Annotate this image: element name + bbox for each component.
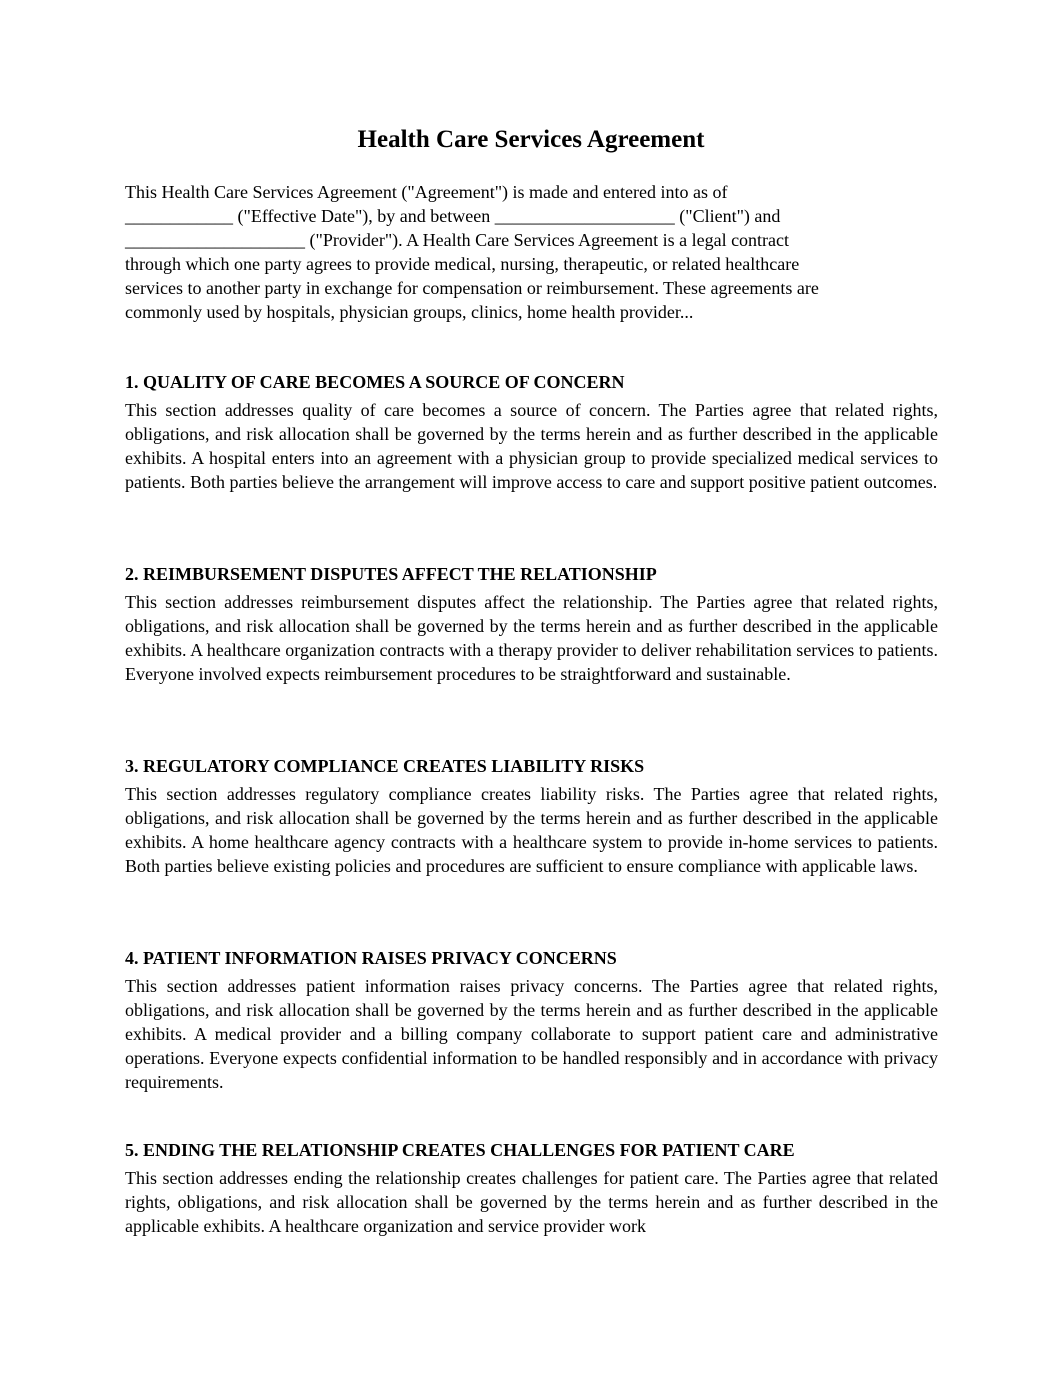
section-5 bbox=[125, 1138, 938, 1238]
intro-paragraph bbox=[125, 180, 938, 324]
section-body: This section addresses quality of care becomes a source of concern. The Parties agree that related rights, obligations, and risk allocation shall be governed by the terms herein and as further described in the applicable exhibits. A hospital enters into an agreement with a physician group to provide specialized medical services to patients. Both parties believe the arrangement will improve access to care and support positive patient outcomes. bbox=[125, 400, 938, 492]
section-heading: 5. ENDING THE RELATIONSHIP CREATES CHALLENGES FOR PATIENT CARE bbox=[125, 1140, 795, 1160]
section-body: This section addresses ending the relationship creates challenges for patient care. The Parties agree that related rights, obligations, and risk allocation shall be governed by the terms herein and as further described in the applicable exhibits. A healthcare organization and service provider work bbox=[125, 1168, 938, 1236]
section-2 bbox=[125, 562, 938, 686]
section-body: This section addresses reimbursement disputes affect the relationship. The Parties agree that related rights, obligations, and risk allocation shall be governed by the terms herein and as further described in the applicable exhibits. A healthcare organization contracts with a therapy provider to deliver rehabilitation services to patients. Everyone involved expects reimbursement procedures to be straightforward and sustainable. bbox=[125, 592, 938, 684]
intro-line: services to another party in exchange for compensation or reimbursement. These agreements are bbox=[125, 278, 819, 298]
intro-line: commonly used by hospitals, physician groups, clinics, home health provider... bbox=[125, 302, 694, 322]
section-3 bbox=[125, 754, 938, 878]
document-title: Health Care Services Agreement bbox=[357, 126, 705, 153]
intro-line: ____________________ ("Provider"). A Health Care Services Agreement is a legal contract bbox=[125, 230, 790, 250]
section-heading: 4. PATIENT INFORMATION RAISES PRIVACY CONCERNS bbox=[125, 948, 617, 968]
section-heading: 3. REGULATORY COMPLIANCE CREATES LIABILITY RISKS bbox=[125, 756, 645, 776]
section-heading: 1. QUALITY OF CARE BECOMES A SOURCE OF CONCERN bbox=[125, 372, 625, 392]
section-heading: 2. REIMBURSEMENT DISPUTES AFFECT THE RELATIONSHIP bbox=[125, 564, 657, 584]
section-body: This section addresses patient information raises privacy concerns. The Parties agree that related rights, obligations, and risk allocation shall be governed by the terms herein and as further described in the applicable exhibits. A medical provider and a billing company collaborate to support patient care and administrative operations. Everyone expects confidential information to be handled responsibly and in accordance with privacy requirements. bbox=[125, 976, 938, 1092]
section-body: This section addresses regulatory compliance creates liability risks. The Parties agree that related rights, obligations, and risk allocation shall be governed by the terms herein and as further described in the applicable exhibits. A home healthcare agency contracts with a healthcare system to provide in-home services to patients. Both parties believe existing policies and procedures are sufficient to ensure compliance with applicable laws. bbox=[125, 784, 938, 876]
intro-line: This Health Care Services Agreement ("Agreement") is made and entered into as of bbox=[125, 182, 728, 202]
intro-line: through which one party agrees to provide medical, nursing, therapeutic, or related healthcare bbox=[125, 254, 800, 274]
section-4 bbox=[125, 946, 938, 1094]
section-1 bbox=[125, 370, 938, 494]
intro-line: ____________ ("Effective Date"), by and between ____________________ ("Client") and bbox=[125, 206, 781, 226]
